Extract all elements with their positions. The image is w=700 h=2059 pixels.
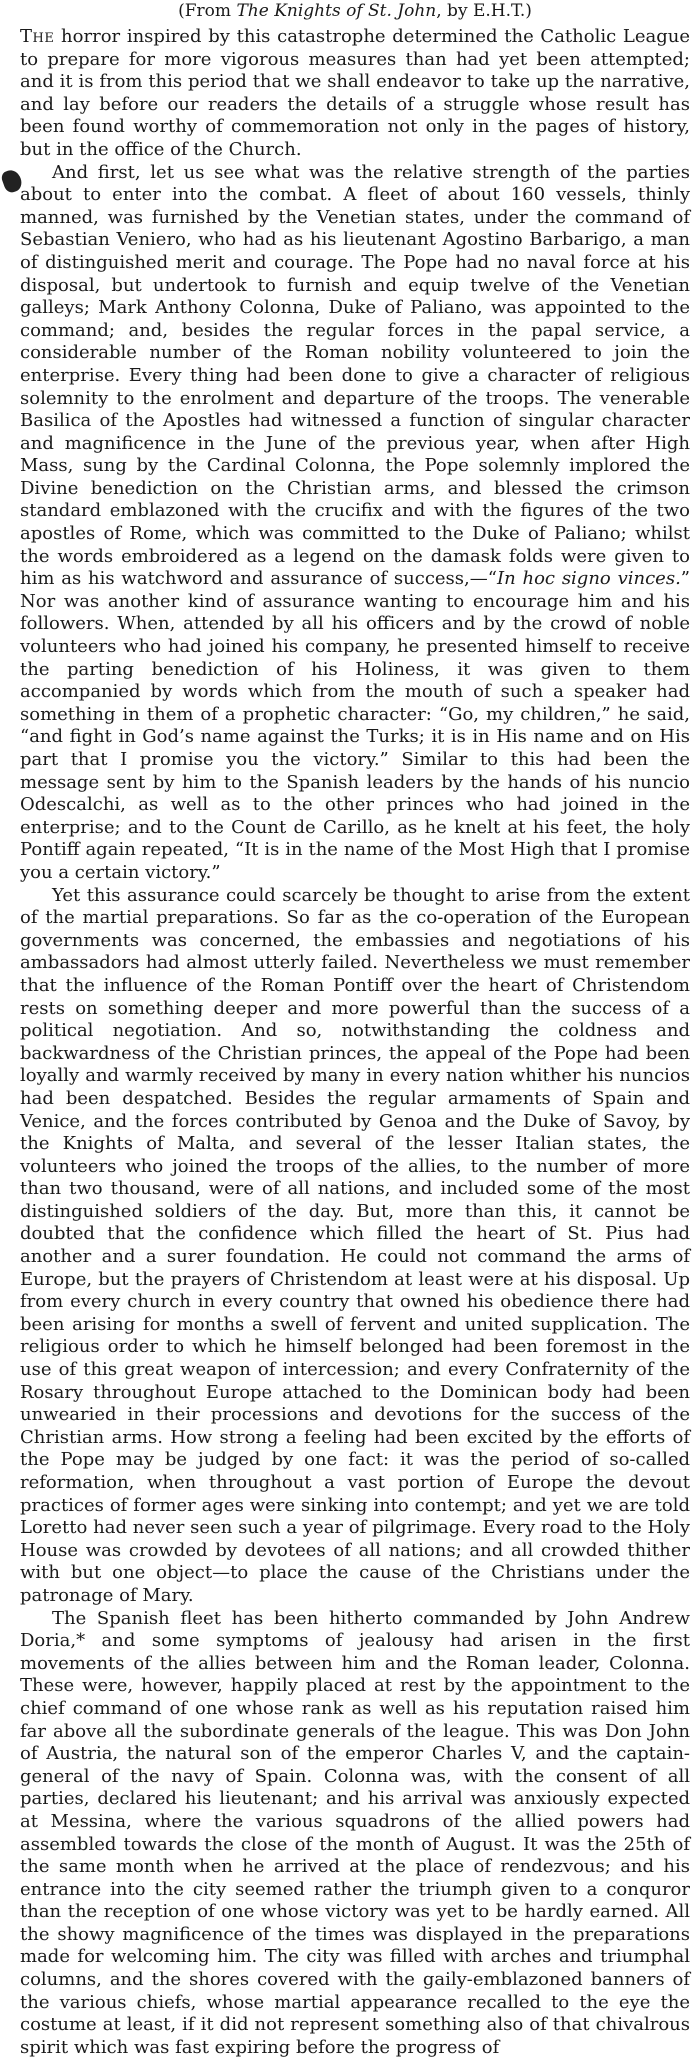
paragraph-2-text: And first, let us see what was the relative strength of the parties about to enter into the combat. A fleet of about 160 vessels, thinly manned, was furnished by the Venetian states, under the command of Sebastian Veniero, who had as his lieutenant Agostino Barbarigo, a man of distinguished merit and courage. The Pope had no naval force at his disposal, but undertook to furnish and equip twelve of the Venetian galleys; Mark Anthony Colonna, Duke of Paliano, was appointed to the command; and, besides the regular forces in the papal service, a considerable number of the Roman nobility volunteered to join the enterprise. Every thing had been done to give a character of religious solemnity to the enrolment and departure of the troops. The venerable Basilica of the Apostles had witnessed a function of singular character and magnificence in the June of the previous year, when after High Mass, sung by the Cardinal Colonna, the Pope solemnly implored the Divine benediction on the Christian arms, and blessed the crimson standard emblazoned with the crucifix and with the figures of the two apostles of Rome, which was committed to the Duke of Paliano; whilst the words embroidered as a legend on the damask folds were given to him as his watchword and assurance of success,—“ (20, 161, 690, 590)
source-book-title: The Knights of St. John (236, 1, 437, 21)
paragraph-4-text: The Spanish fleet has been hitherto commanded by John Andrew Doria,* and some symptoms of jealousy had arisen in the first movements of the allies between him and the Roman leader, Colonna. These were, however, happily placed at rest by the appointment to the chief command of one whose rank as well as his reputation raised him far above all the subordinate generals of the league. This was Don John of Austria, the natural son of the emperor Charles V, and the captain-general of the navy of Spain. Colonna was, with the consent of all parties, declared his lieutenant; and his arrival was anxiously expected at Messina, where the various squadrons of the allied powers had assembled towards the close of the month of August. It was the 25th of the same month when he arrived at the place of rendezvous; and his entrance into the city seemed rather the triumph given to a conquror than the reception of one whose victory was yet to be hardly earned. All the showy magnificence of the times was displayed in the preparations made for welcoming him. The city was filled with arches and triumphal columns, and the shores covered with the gaily-emblazoned banners of the various chiefs, whose martial appearance recalled to the eye the costume at least, if it did not represent something also of that chivalrous spirit which was fast expiring before the progress of (20, 1607, 690, 2058)
source-close: , by E.H.T.) (436, 1, 532, 21)
paragraph-4 (20, 1608, 690, 2059)
paragraph-3-text: Yet this assurance could scarcely be thought to arise from the extent of the martial preparations. So far as the co-operation of the European governments was concerned, the embassies and negotiations of his ambassadors had almost utterly failed. Nevertheless we must remember that the influence of the Roman Pontiff over the heart of Christendom rests on something deeper and more powerful than the success of a political negotiation. And so, notwithstanding the coldness and backwardness of the Christian princes, the appeal of the Pope had been loyally and warmly received by many in every nation whither his nuncios had been despatched. Besides the regular armaments of Spain and Venice, and the forces contributed by Genoa and the Duke of Savoy, by the Knights of Malta, and several of the lesser Italian states, the volunteers who joined the troops of the allies, to the number of more than two thousand, were of all nations, and included some of the most distinguished soldiers of the day. But, more than this, it cannot be doubted that the confidence which filled the heart of St. Pius had another and a surer foundation. He could not command the arms of Europe, but the prayers of Christendom at least were at his disposal. Up from every church in every country that owned his obedience there had been arising for months a swell of fervent and united supplication. The religious order to which he himself belonged had been foremost in the use of this great weapon of intercession; and every Confraternity of the Rosary throughout Europe attached to the Dominican body had been unwearied in their processions and devotions for the success of the Christian arms. How strong a feeling had been excited by the efforts of the Pope may be judged by one fact: it was the period of so-called reformation, when throughout a vast portion of Europe the devout practices of former ages were sinking into contempt; and yet we are told Loretto had never seen such a year of pilgrimage. Every road to the Holy House was crowded by devotees of all nations; and all crowded thither with but one object—to place the cause of the Christians under the patronage of Mary. (20, 884, 690, 1606)
paragraph-1-lead: The (20, 26, 55, 47)
paragraph-2-text-continued: ” Nor was another kind of assurance wanting to encourage him and his followers. When, attended by all his officers and by the crowd of noble volunteers who had joined his company, he presented himself to receive the parting benediction of his Holiness, it was given to them accompanied by words which from the mouth of such a speaker had something in them of a prophetic character: “Go, my children,” he said, “and fight in God’s name against the Turks; it is in His name and on His part that I promise you the victory.” Similar to this had been the message sent by him to the Spanish leaders by the hands of his nuncio Odescalchi, as well as to the other princes who had joined in the enterprise; and to the Count de Carillo, as he knelt at his feet, the holy Pontiff again repeated, “It is in the name of the Most High that I promise you a certain victory.” (20, 568, 690, 883)
paragraph-2 (20, 162, 690, 885)
source-attribution (20, 0, 690, 22)
paragraph-3 (20, 885, 690, 1608)
paragraph-1 (20, 26, 690, 162)
paragraph-1-text: horror inspired by this catastrophe determined the Catholic League to prepare for more vigorous measures than had yet been attempted; and it is from this period that we shall endeavor to take up the narrative, and lay before our readers the details of a struggle whose result has been found worthy of commemoration not only in the pages of history, but in the office of the Church. (20, 26, 690, 160)
article-body (20, 26, 690, 2059)
source-open: (From (178, 1, 237, 21)
paragraph-2-motto: In hoc signo vinces. (496, 568, 681, 590)
